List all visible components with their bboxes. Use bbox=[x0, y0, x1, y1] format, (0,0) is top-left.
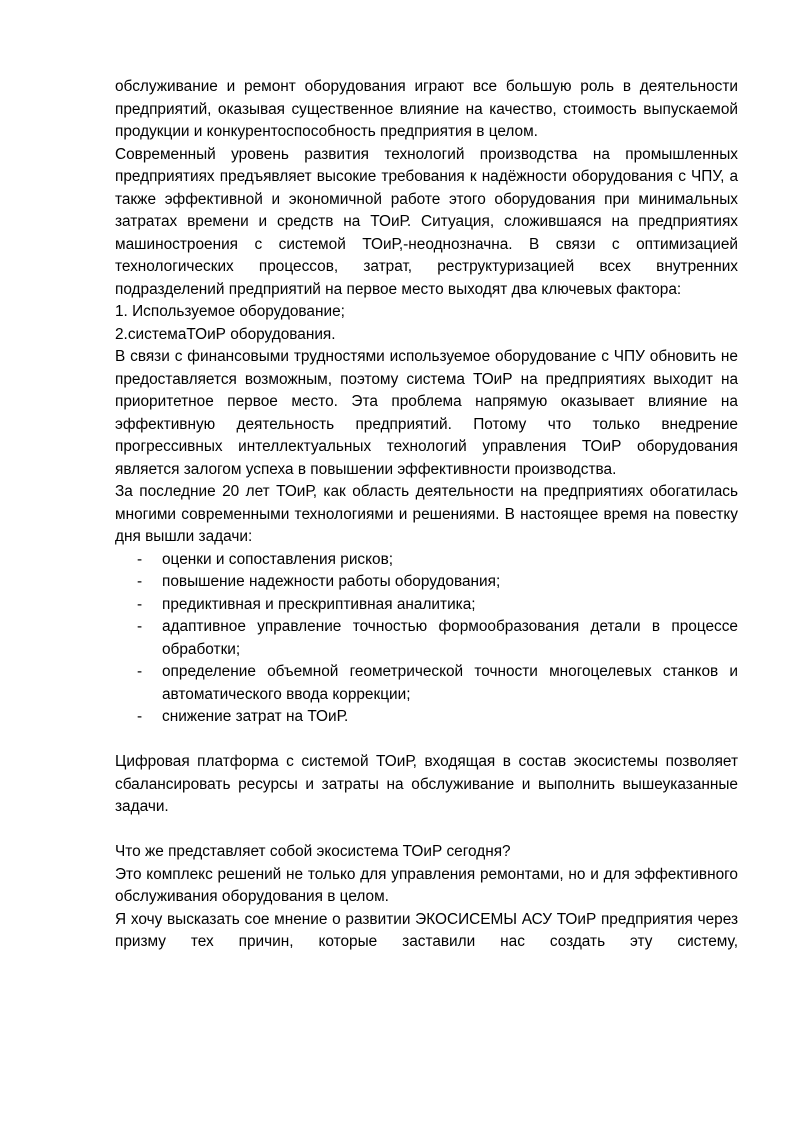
factor-item-2: 2.системаТОиР оборудования. bbox=[115, 325, 336, 343]
paragraph-financial: В связи с финансовыми трудностями используемое оборудование с ЧПУ обновить не предоставляется возможным, поэтому система ТОиР на предприятиях выходит на приоритетное первое место. Эта проблема напрямую оказывает влияние на эффективную деятельность предприятий. Потому что только внедрение прогрессивных интеллектуальных технологий управления ТОиР оборудования является залогом успеха в повышении эффективности производства. bbox=[115, 348, 738, 478]
bullet-dash: - bbox=[137, 595, 143, 613]
paragraph-digital-platform: Цифровая платформа с системой ТОиР, входящая в состав экосистемы позволяет сбалансировать ресурсы и затраты на обслуживание и выполнить вышеуказанные задачи. bbox=[115, 753, 738, 815]
paragraph-current-level: Современный уровень развития технологий производства на промышленных предприятиях предъявляет высокие требования к надёжности оборудования с ЧПУ, а также эффективной и экономичной работе этого оборудования при минимальных затратах времени и средств на ТОиР. Ситуация, сложившаяся на предприятиях машиностроения с системой ТОиР,-неоднозначна. В связи с оптимизацией технологических процессов, затрат, реструктуризацией всех внутренних подразделений предприятий на первое место выходят два ключевых фактора: bbox=[115, 145, 738, 298]
list-item-text: предиктивная и прескриптивная аналитика; bbox=[162, 595, 476, 613]
list-item-text: оценки и сопоставления рисков; bbox=[162, 550, 394, 568]
paragraph-spacer bbox=[115, 819, 738, 842]
list-item bbox=[115, 616, 738, 661]
list-item bbox=[115, 571, 738, 594]
list-item-text: снижение затрат на ТОиР. bbox=[162, 708, 349, 725]
bullet-dash: - bbox=[137, 573, 143, 590]
list-item bbox=[115, 661, 738, 706]
bullet-dash: - bbox=[137, 550, 143, 568]
list-item-text: определение объемной геометрической точности многоцелевых станков и автоматического ввода коррекции; bbox=[162, 663, 738, 703]
paragraph-spacer bbox=[115, 729, 738, 752]
paragraph-last-20-years: За последние 20 лет ТОиР, как область деятельности на предприятиях обогатилась многими современными технологиями и решениями. В настоящее время на повестку дня вышли задачи: bbox=[115, 483, 738, 545]
bullet-dash: - bbox=[137, 708, 143, 725]
list-item bbox=[115, 549, 738, 572]
question-ecosystem: Что же представляет собой экосистема ТОиР сегодня? bbox=[115, 843, 511, 860]
paragraph-intro: обслуживание и ремонт оборудования играют все большую роль в деятельности предприятий, оказывая существенное влияние на качество, стоимость выпускаемой продукции и конкурентоспособность предприятия в целом. bbox=[115, 78, 738, 140]
list-item-text: повышение надежности работы оборудования; bbox=[162, 573, 501, 590]
list-item-text: адаптивное управление точностью формообразования детали в процессе обработки; bbox=[162, 618, 738, 658]
bullet-dash: - bbox=[137, 618, 143, 635]
paragraph-opinion: Я хочу высказать сое мнение о развитии ЭКОСИСЕМЫ АСУ ТОиР предприятия через призму тех причин, которые заставили нас создать эту систему, bbox=[115, 910, 738, 950]
list-item bbox=[115, 594, 738, 617]
paragraph-complex-solutions: Это комплекс решений не только для управления ремонтами, но и для эффективного обслуживания оборудования в целом. bbox=[115, 865, 738, 905]
list-item bbox=[115, 706, 738, 729]
bullet-dash: - bbox=[137, 663, 143, 680]
document-page bbox=[115, 76, 738, 954]
factor-item-1: 1. Используемое оборудование; bbox=[115, 303, 345, 320]
task-list bbox=[115, 549, 738, 729]
